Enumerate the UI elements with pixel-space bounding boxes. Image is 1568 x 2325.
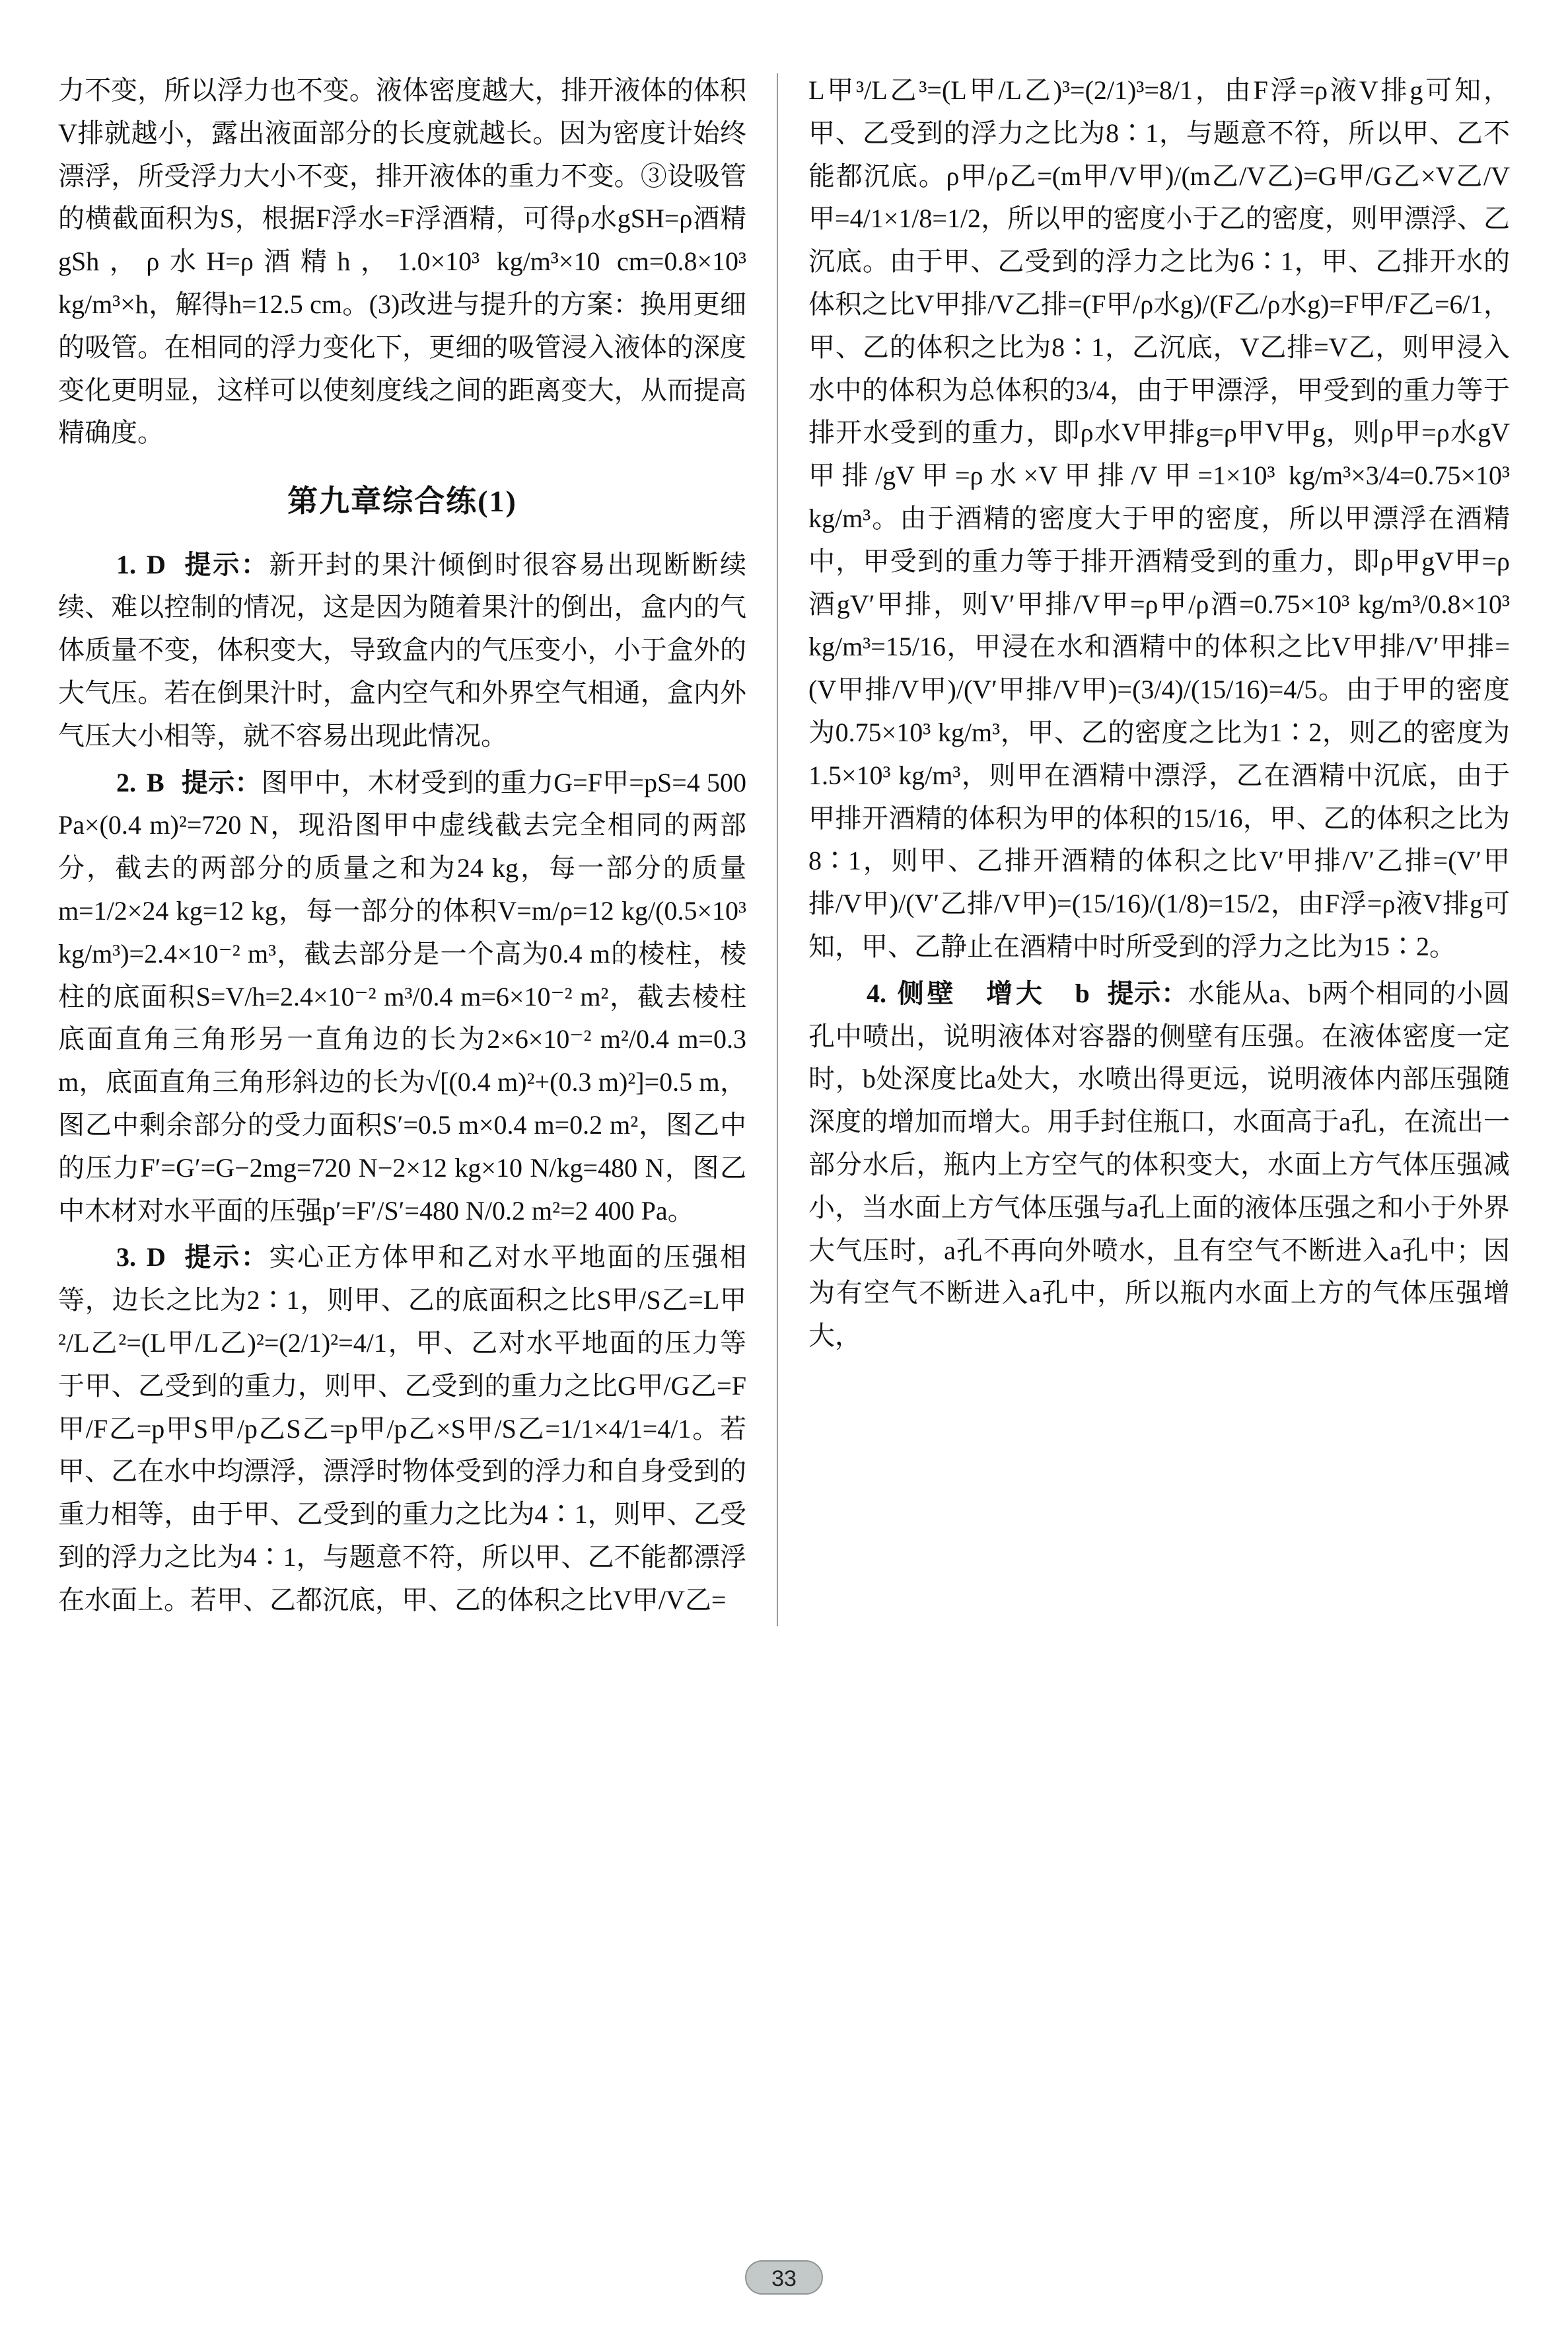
item-number: 4. (867, 978, 886, 1008)
page-number-badge (745, 2260, 823, 2295)
item-answer: D (147, 549, 168, 579)
item-answer: D (147, 1242, 168, 1273)
answer-item-1 (58, 544, 746, 758)
item-answer: 侧壁 增大 b (897, 978, 1092, 1008)
item-number: 3. (116, 1242, 136, 1273)
page-number: 33 (771, 2266, 797, 2291)
item-number: 2. (116, 767, 136, 797)
item-explanation: 实心正方体甲和乙对水平地面的压强相等，边长之比为2∶1，则甲、乙的底面积之比S甲/S乙=L甲²/L乙²=(L甲/L乙)²=(2/1)²=4/1，甲、乙对水平地面的压力等于甲、乙受到的重力，则甲、乙受到的重力之比G甲/G乙=F甲/F乙=p甲S甲/p乙S乙=p甲/p乙×S甲/S乙=1/1×4/1=4/1。若甲、乙在水中均漂浮，漂浮时物体受到的浮力和自身受到的重力相等，由于甲、乙受到的重力之比为4∶1，则甲、乙受到的浮力之比为4∶1，与题意不符，所以甲、乙不能都漂浮在水面上。若甲、乙都沉底，甲、乙的体积之比V甲/V乙= (58, 1242, 747, 1615)
answer-item-4 (808, 973, 1510, 1358)
item-explanation: 水能从a、b两个相同的小圆孔中喷出，说明液体对容器的侧壁有压强。在液体密度一定时，b处深度比a处大，水喷出得更远，说明液体内部压强随深度的增加而增大。用手封住瓶口，水面高于a孔，在流出一部分水后，瓶内上方空气的体积变大，水面上方气体压强减小，当水面上方气体压强与a孔上面的液体压强之和小于外界大气压时，a孔不再向外喷水，且有空气不断进入a孔中；因为有空气不断进入a孔中，所以瓶内水面上方的气体压强增大， (808, 978, 1511, 1351)
item-explanation: 新开封的果汁倾倒时很容易出现断断续续、难以控制的情况，这是因为随着果汁的倒出，盒内的气体质量不变，体积变大，导致盒内的气压变小，小于盒外的大气压。若在倒果汁时，盒内空气和外界空气相通，盒内外气压大小相等，就不容易出现此情况。 (58, 549, 747, 751)
column-divider (777, 73, 778, 1626)
item-number: 1. (116, 549, 136, 579)
answer-item-2 (58, 762, 746, 1233)
solution-continuation-paragraph: 力不变，所以浮力也不变。液体密度越大，排开液体的体积V排就越小，露出液面部分的长度就越长。因为密度计始终漂浮，所受浮力大小不变，排开液体的重力不变。③设吸管的横截面积为S，根据F浮水=F浮酒精，可得ρ水gSH=ρ酒精gSh，ρ水H=ρ酒精h，1.0×10³ kg/m³×10 cm=0.8×10³ kg/m³×h，解得h=12.5 cm。(3)改进与提升的方案：换用更细的吸管。在相同的浮力变化下，更细的吸管浸入液体的深度变化更明显，这样可以使刻度线之间的距离变大，从而提高精确度。 (58, 75, 746, 448)
item-explanation: 图甲中，木材受到的重力G=F甲=pS=4 500 Pa×(0.4 m)²=720 N，现沿图甲中虚线截去完全相同的两部分，截去的两部分的质量之和为24 kg，每一部分的质量m=1/2×24 kg=12 kg，每一部分的体积V=m/ρ=12 kg/(0.5×10³ kg/m³)=2.4×10⁻² m³，截去部分是一个高为0.4 m的棱柱，棱柱的底面积S=V/h=2.4×10⁻² m³/0.4 m=6×10⁻² m²，截去棱柱底面直角三角形另一直角边的长为2×6×10⁻² m²/0.4 m=0.3 m，底面直角三角形斜边的长为√[(0.4 m)²+(0.3 m)²]=0.5 m，图乙中剩余部分的受力面积S′=0.5 m×0.4 m=0.2 m²，图乙中的压力F′=G′=G−2mg=720 N−2×12 kg×10 N/kg=480 N，图乙中木材对水平面的压强p′=F′/S′=480 N/0.2 m²=2 400 Pa。 (58, 767, 747, 1226)
hint-label: 提示： (182, 1242, 269, 1273)
hint-label: 提示： (182, 549, 269, 579)
hint-label: 提示： (181, 767, 262, 797)
right-column (808, 69, 1510, 1626)
left-column (58, 69, 746, 1626)
solution-continuation-paragraph: L甲³/L乙³=(L甲/L乙)³=(2/1)³=8/1，由F浮=ρ液V排g可知，甲、乙受到的浮力之比为8∶1，与题意不符，所以甲、乙不能都沉底。ρ甲/ρ乙=(m甲/V甲)/(m乙/V乙)=G甲/G乙×V乙/V甲=4/1×1/8=1/2，所以甲的密度小于乙的密度，则甲漂浮、乙沉底。由于甲、乙受到的浮力之比为6∶1，甲、乙排开水的体积之比V甲排/V乙排=(F甲/ρ水g)/(F乙/ρ水g)=F甲/F乙=6/1，甲、乙的体积之比为8∶1，乙沉底，V乙排=V乙，则甲浸入水中的体积为总体积的3/4，由于甲漂浮，甲受到的重力等于排开水受到的重力，即ρ水V甲排g=ρ甲V甲g，则ρ甲=ρ水gV甲排/gV甲=ρ水×V甲排/V甲=1×10³ kg/m³×3/4=0.75×10³ kg/m³。由于酒精的密度大于甲的密度，所以甲漂浮在酒精中，甲受到的重力等于排开酒精受到的重力，即ρ甲gV甲=ρ酒gV′甲排，则V′甲排/V甲=ρ甲/ρ酒=0.75×10³ kg/m³/0.8×10³ kg/m³=15/16，甲浸在水和酒精中的体积之比V甲排/V′甲排=(V甲排/V甲)/(V′甲排/V甲)=(3/4)/(15/16)=4/5。由于甲的密度为0.75×10³ kg/m³，甲、乙的密度之比为1∶2，则乙的密度为1.5×10³ kg/m³，则甲在酒精中漂浮，乙在酒精中沉底，由于甲排开酒精的体积为甲的体积的15/16，甲、乙的体积之比为8∶1，则甲、乙排开酒精的体积之比V′甲排/V′乙排=(V′甲排/V甲)/(V′乙排/V甲)=(15/16)/(1/8)=15/2，由F浮=ρ液V排g可知，甲、乙静止在酒精中时所受到的浮力之比为15∶2。 (808, 75, 1510, 961)
answer-item-3 (58, 1236, 746, 1621)
section-heading: 第九章综合练(1) (287, 484, 517, 519)
item-answer: B (147, 767, 167, 797)
hint-label: 提示： (1106, 978, 1188, 1008)
